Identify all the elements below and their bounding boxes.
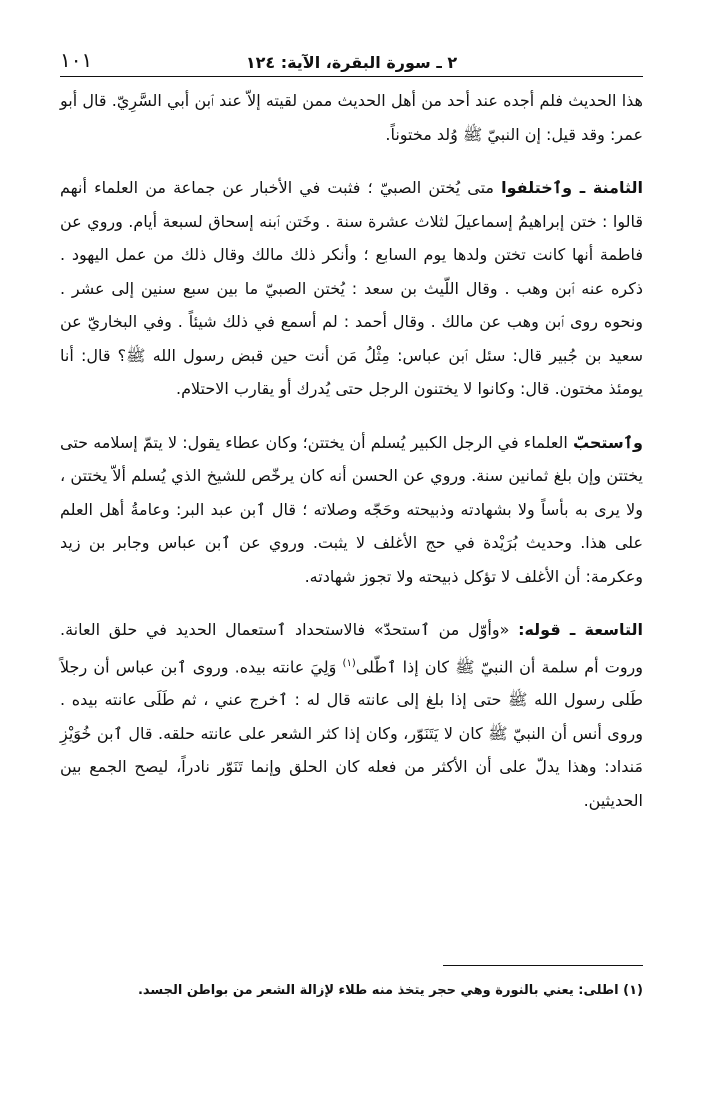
running-title: ٢ ـ سورة البقرة، الآية: ١٢٤ [245, 53, 458, 72]
paragraph-text: متى يُختن الصبيّ ؛ فثبت في الأخبار عن جماعة من العلماء أنهم قالوا : ختن إبراهيمُ إسماعيلَ لثلاث عشرة سنة . وخَتن ٱبنه إسحاق لسبعة أيام. وروي عن فاطمة أنها كانت تختن ولدها يوم السابع ؛ وأنكر ذلك مالك وقال ذلك من عمل اليهود . ذكره عنه ٱبن وهب . وقال اللّيث بن سعد : يُختن الصبيّ ما بين سبع سنين إلى عشر . ونحوه روى ٱبن وهب عن مالك . وقال أحمد : لم أسمع في ذلك شيئاً . وفي البخاريّ عن سعيد بن جُبير قال: سئل ٱبن عباس: مِثْلُ مَن أنت حين قبض رسول الله ﷺ؟ قال: أنا يومئذ مختون. قال: وكانوا لا يختنون الرجل حتى يُدرك أو يقارب الاحتلام. [60, 178, 643, 398]
paragraph-text: هذا الحديث فلم أجده عند أحد من أهل الحديث ممن لقيته إلاّ عند ٱبن أبي السَّرِيّ. قال أبو عمر: وقد قيل: إن النبيّ ﷺ وُلد مختوناً. [60, 91, 643, 144]
paragraph [60, 613, 643, 817]
section-lead: وٱستحبّ [572, 432, 643, 452]
page-number: ١٠١ [60, 48, 93, 72]
footnote-marker: (١) [342, 657, 356, 669]
paragraph-text: وَلِيَ عانته بيده. وروى ٱبن عباس أن رجلاً طَلى رسول الله ﷺ حتى إذا بلغ إلى عانته قال له : ٱخرج عني ، ثم طَلَى عانته بيده . وروى أنس أن النبيّ ﷺ كان لا يَتَنَوّر، وكان إذا كثر الشعر على عانته حلقه. قال ٱبن خُوَيْزِ مَنداد: وهذا يدلّ على أن الأكثر من فعله كان الحلق وإنما تَنَوّر نادراً، ليصح الجمع بين الحديثين. [60, 656, 643, 810]
paragraph [60, 84, 643, 151]
footnote: (١) اطلى: يعني بالنورة وهي حجر يتخذ منه طلاء لإزالة الشعر من بواطن الجسد. [137, 983, 643, 998]
paragraph-text: العلماء في الرجل الكبير يُسلم أن يختتن؛ وكان عطاء يقول: لا يتمّ إسلامه حتى يختتن وإن بلغ ثمانين سنة. وروي عن الحسن أنه كان يرخّص للشيخ الذي يُسلم ألاّ يختتن ، ولا يرى به بأساً ولا بشهادته وذبيحته وحَجّه وصلاته ؛ قال ٱبن عبد البر: وعامةُ أهل العلم على هذا. وحديث بُرَيْدة في حج الأغلف لا يثبت. وروي عن ٱبن عباس وجابر بن زيد وعكرمة: أن الأغلف لا تؤكل ذبيحته ولا تجوز شهادته. [60, 432, 643, 586]
paragraph [60, 171, 643, 406]
paragraph [60, 426, 643, 594]
main-text [60, 84, 643, 837]
footnote-divider [443, 965, 643, 966]
running-header [60, 44, 643, 77]
paragraph-text: «وأوّل من ٱستحدّ» فالاستحداد ٱستعمال الحديد في حلق العانة. وروت أم سلمة أن النبيّ ﷺ كان إذا ٱطّلى [60, 620, 643, 676]
section-lead: الثامنة ـ وٱختلفوا [501, 178, 643, 197]
section-lead: التاسعة ـ قوله: [518, 620, 643, 639]
